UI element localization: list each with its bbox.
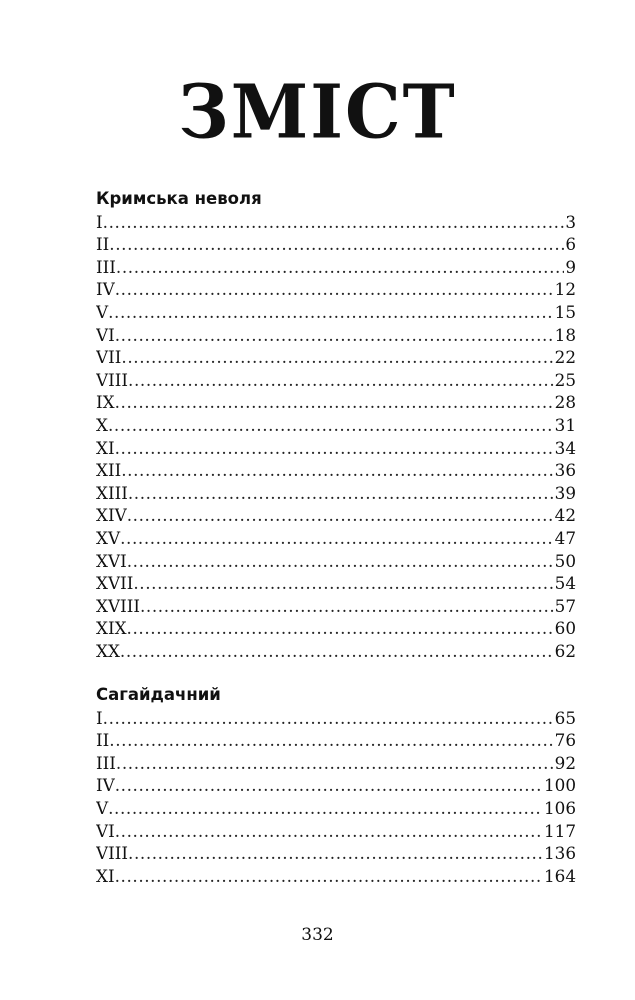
toc-entry[interactable] bbox=[96, 572, 576, 595]
toc-entry[interactable] bbox=[96, 820, 576, 843]
dot-leader bbox=[128, 842, 543, 865]
chapter-label: XX bbox=[96, 640, 120, 661]
page-ref: 39 bbox=[554, 482, 576, 503]
dot-leader bbox=[109, 233, 564, 256]
dot-leader bbox=[115, 437, 554, 460]
dot-leader bbox=[127, 617, 554, 640]
chapter-label: XIX bbox=[96, 618, 127, 639]
toc-entry[interactable] bbox=[96, 617, 576, 640]
page-ref: 60 bbox=[554, 618, 576, 639]
page-number: 332 bbox=[301, 925, 334, 945]
toc-entry[interactable] bbox=[96, 797, 576, 820]
chapter-label: XVII bbox=[96, 573, 134, 594]
chapter-label: II bbox=[96, 234, 110, 255]
dot-leader bbox=[115, 865, 543, 888]
dot-leader bbox=[140, 595, 554, 618]
page-ref: 62 bbox=[554, 640, 576, 661]
chapter-label: V bbox=[96, 797, 109, 818]
toc-section-krymska-nevolia bbox=[96, 188, 576, 662]
page-ref: 76 bbox=[554, 730, 576, 751]
dot-leader bbox=[120, 527, 554, 550]
toc-entry[interactable] bbox=[96, 865, 576, 888]
toc-entry[interactable] bbox=[96, 504, 576, 527]
dot-leader bbox=[115, 278, 554, 301]
page-ref: 28 bbox=[554, 392, 576, 413]
page-ref: 12 bbox=[554, 279, 576, 300]
toc-entry[interactable] bbox=[96, 707, 576, 730]
dot-leader bbox=[127, 504, 554, 527]
toc-entry[interactable] bbox=[96, 595, 576, 618]
toc-entry[interactable] bbox=[96, 550, 576, 573]
toc-entry[interactable] bbox=[96, 301, 576, 324]
page-ref: 22 bbox=[554, 347, 576, 368]
dot-leader bbox=[120, 640, 554, 663]
toc-entry[interactable] bbox=[96, 369, 576, 392]
dot-leader bbox=[103, 211, 565, 234]
page-ref: 136 bbox=[543, 843, 576, 864]
chapter-label: XIII bbox=[96, 482, 128, 503]
dot-leader bbox=[128, 482, 554, 505]
page-title: ЗМІСТ bbox=[178, 67, 457, 156]
toc-entry[interactable] bbox=[96, 278, 576, 301]
page-ref: 100 bbox=[543, 775, 576, 796]
toc-entry[interactable] bbox=[96, 324, 576, 347]
chapter-label: VII bbox=[96, 347, 122, 368]
page-ref: 50 bbox=[554, 550, 576, 571]
chapter-label: XI bbox=[96, 865, 115, 886]
toc-entry[interactable] bbox=[96, 414, 576, 437]
chapter-label: I bbox=[96, 211, 103, 232]
chapter-label: III bbox=[96, 752, 116, 773]
toc-entry[interactable] bbox=[96, 482, 576, 505]
page-ref: 18 bbox=[554, 324, 576, 345]
page-ref: 164 bbox=[543, 865, 576, 886]
toc-entry[interactable] bbox=[96, 233, 576, 256]
page-ref: 31 bbox=[554, 414, 576, 435]
toc-entry[interactable] bbox=[96, 729, 576, 752]
dot-leader bbox=[109, 729, 553, 752]
toc-list bbox=[96, 707, 576, 888]
dot-leader bbox=[116, 256, 564, 279]
page-ref: 65 bbox=[554, 707, 576, 728]
page-ref: 42 bbox=[554, 505, 576, 526]
chapter-label: XVI bbox=[96, 550, 127, 571]
page-ref: 6 bbox=[565, 234, 576, 255]
page-ref: 117 bbox=[543, 820, 576, 841]
toc-entry[interactable] bbox=[96, 211, 576, 234]
dot-leader bbox=[127, 550, 554, 573]
chapter-label: IV bbox=[96, 775, 115, 796]
toc-entry[interactable] bbox=[96, 752, 576, 775]
page-ref: 34 bbox=[554, 437, 576, 458]
chapter-label: XI bbox=[96, 437, 115, 458]
dot-leader bbox=[115, 391, 554, 414]
chapter-label: VI bbox=[96, 324, 115, 345]
page-ref: 106 bbox=[543, 797, 576, 818]
chapter-label: V bbox=[96, 301, 109, 322]
dot-leader bbox=[121, 459, 553, 482]
chapter-label: III bbox=[96, 256, 116, 277]
dot-leader bbox=[115, 324, 554, 347]
toc-entry[interactable] bbox=[96, 459, 576, 482]
toc-entry[interactable] bbox=[96, 640, 576, 663]
section-heading: Сагайдачний bbox=[96, 685, 221, 704]
dot-leader bbox=[108, 301, 554, 324]
chapter-label: XV bbox=[96, 527, 121, 548]
dot-leader bbox=[116, 752, 554, 775]
dot-leader bbox=[108, 414, 554, 437]
chapter-label: VIII bbox=[96, 369, 129, 390]
dot-leader bbox=[133, 572, 553, 595]
dot-leader bbox=[115, 774, 543, 797]
toc-entry[interactable] bbox=[96, 391, 576, 414]
toc-entry[interactable] bbox=[96, 527, 576, 550]
toc-entry[interactable] bbox=[96, 842, 576, 865]
page-ref: 57 bbox=[554, 595, 576, 616]
chapter-label: XIV bbox=[96, 505, 127, 526]
page-ref: 25 bbox=[554, 369, 576, 390]
chapter-label: VIII bbox=[96, 843, 129, 864]
chapter-label: XII bbox=[96, 460, 122, 481]
toc-entry[interactable] bbox=[96, 774, 576, 797]
page-ref: 47 bbox=[554, 527, 576, 548]
toc-list bbox=[96, 211, 576, 663]
page-ref: 15 bbox=[554, 301, 576, 322]
section-heading: Кримська неволя bbox=[96, 189, 262, 208]
toc-section-sahaidachnyi bbox=[96, 684, 576, 887]
chapter-label: X bbox=[96, 414, 108, 435]
dot-leader bbox=[115, 820, 543, 843]
page-ref: 54 bbox=[554, 573, 576, 594]
chapter-label: XVIII bbox=[96, 595, 140, 616]
chapter-label: IV bbox=[96, 279, 115, 300]
toc-entry[interactable] bbox=[96, 346, 576, 369]
chapter-label: II bbox=[96, 730, 110, 751]
chapter-label: IX bbox=[96, 392, 115, 413]
toc-entry[interactable] bbox=[96, 437, 576, 460]
dot-leader bbox=[108, 797, 543, 820]
page-ref: 9 bbox=[565, 256, 576, 277]
chapter-label: I bbox=[96, 707, 103, 728]
toc-entry[interactable] bbox=[96, 256, 576, 279]
page-ref: 3 bbox=[565, 211, 576, 232]
dot-leader bbox=[128, 369, 554, 392]
page-ref: 36 bbox=[554, 460, 576, 481]
dot-leader bbox=[121, 346, 553, 369]
dot-leader bbox=[103, 707, 554, 730]
page-ref: 92 bbox=[554, 752, 576, 773]
chapter-label: VI bbox=[96, 820, 115, 841]
